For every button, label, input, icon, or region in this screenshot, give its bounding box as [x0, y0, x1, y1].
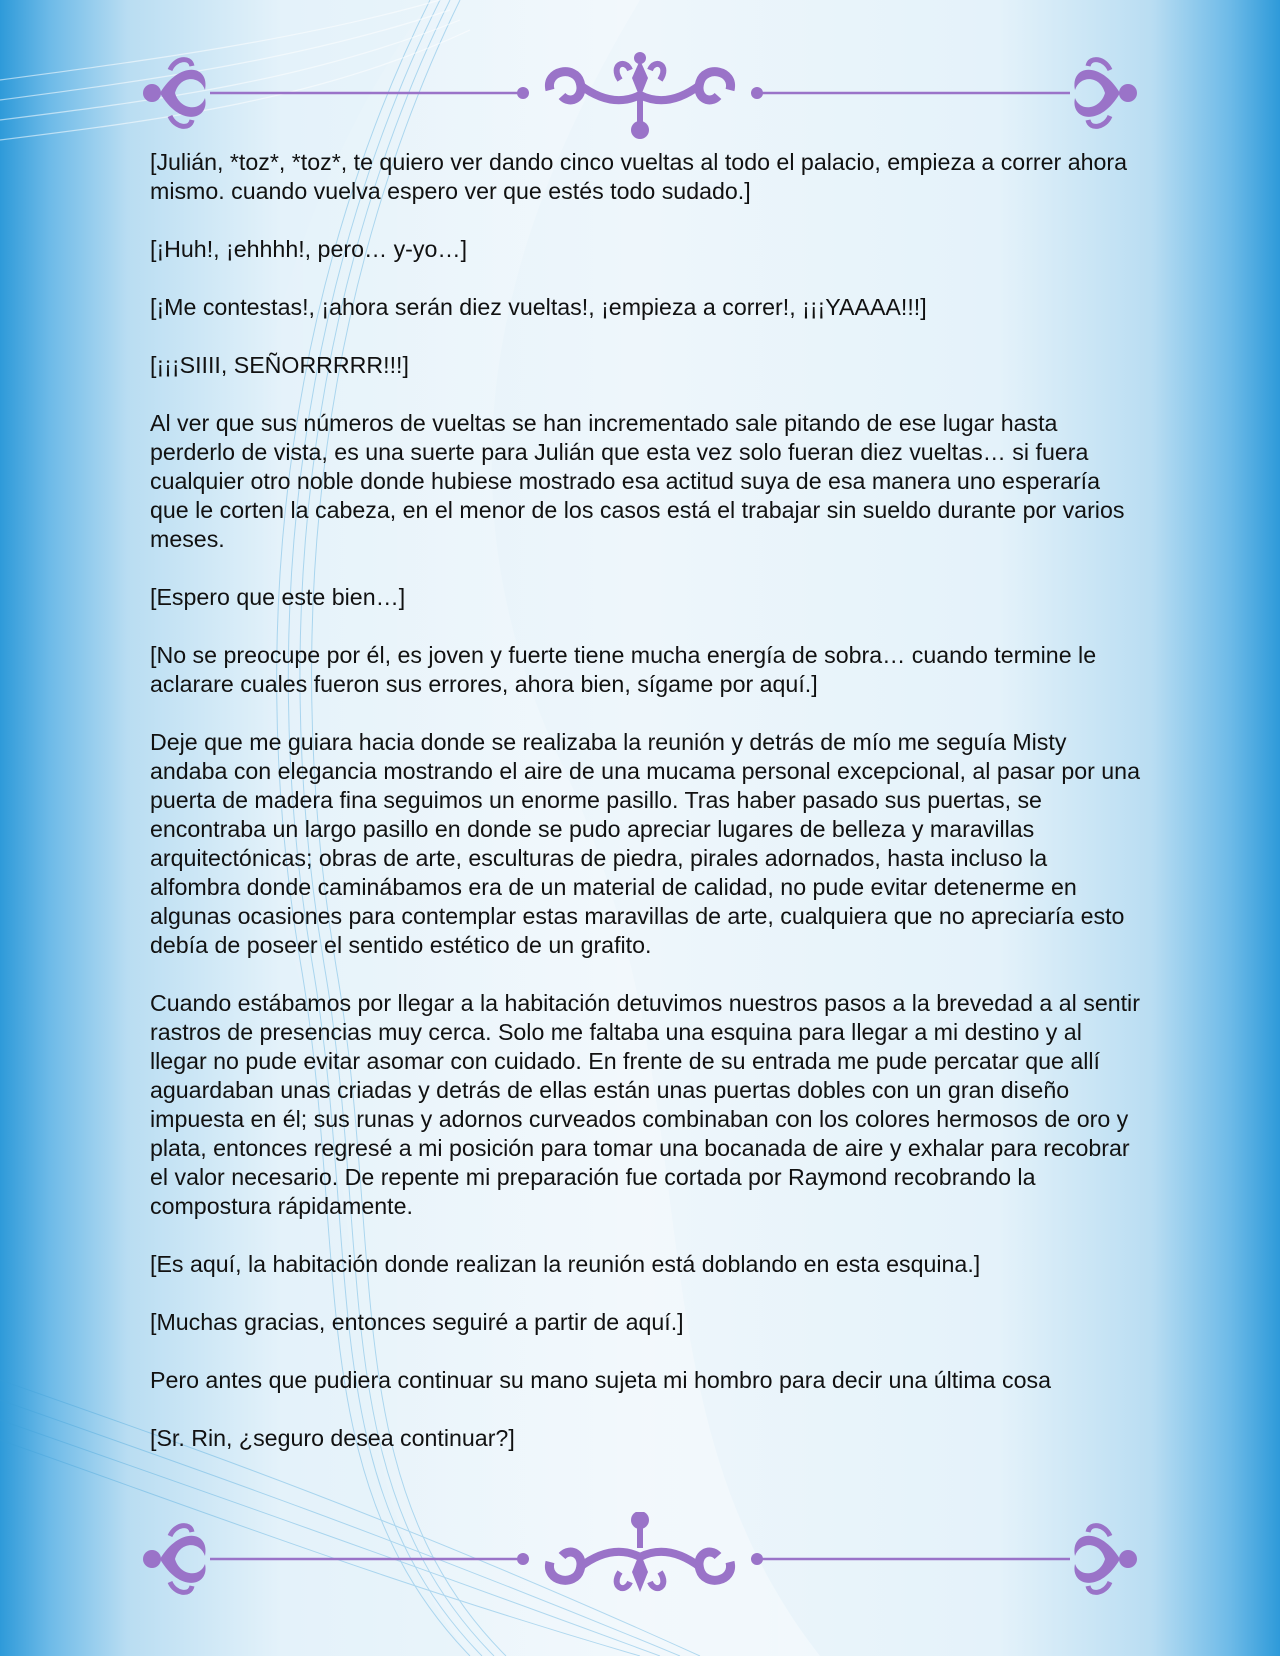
- paragraph: [¡¡¡SIIII, SEÑORRRRR!!!]: [150, 352, 409, 378]
- top-ornament: [130, 50, 1150, 140]
- paragraph: [Es aquí, la habitación donde realizan la reunión está doblando en esta esquina.]: [150, 1251, 981, 1277]
- paragraph: Deje que me guiara hacia donde se realizaba la reunión y detrás de mío me seguía Misty andaba con elegancia mostrando el aire de una mucama personal excepcional, al pasar por una puerta de madera fina seguimos un enorme pasillo. Tras haber pasado sus puertas, se encontraba un largo pasillo en donde se pudo apreciar lugares de belleza y maravillas arquitectónicas; obras de arte, esculturas de piedra, pirales adornados, hasta incluso la alfombra donde caminábamos era de un material de calidad, no pude evitar detenerme en algunas ocasiones para contemplar estas maravillas de arte, cualquiera que no apreciaría esto debía de poseer el sentido estético de un grafito.: [150, 729, 1140, 958]
- bottom-ornament: [130, 1512, 1150, 1602]
- paragraph: [Espero que este bien…]: [150, 584, 406, 610]
- paragraph: Pero antes que pudiera continuar su mano sujeta mi hombro para decir una última cosa: [150, 1367, 1051, 1393]
- paragraph: Al ver que sus números de vueltas se han incrementado sale pitando de ese lugar hasta perderlo de vista, es una suerte para Julián que esta vez solo fueran diez vueltas… si fuera cualquier otro noble donde hubiese mostrado esa actitud suya de esa manera uno esperaría que le corten la cabeza, en el menor de los casos está el trabajar sin sueldo durante por varios meses.: [150, 410, 1125, 552]
- paragraph: [No se preocupe por él, es joven y fuerte tiene mucha energía de sobra… cuando termine le aclarare cuales fueron sus errores, ahora bien, sígame por aquí.]: [150, 642, 1097, 697]
- paragraph: [Muchas gracias, entonces seguiré a partir de aquí.]: [150, 1309, 684, 1335]
- paragraph: [¡Me contestas!, ¡ahora serán diez vueltas!, ¡empieza a correr!, ¡¡¡YAAAA!!!]: [150, 294, 927, 320]
- paragraph: [Julián, *toz*, *toz*, te quiero ver dando cinco vueltas al todo el palacio, empieza a correr ahora mismo. cuando vuelva espero ver que estés todo sudado.]: [150, 149, 1128, 204]
- paragraph: [Sr. Rin, ¿seguro desea continuar?]: [150, 1425, 515, 1451]
- paragraph: [¡Huh!, ¡ehhhh!, pero… y-yo…]: [150, 236, 468, 262]
- paragraph: Cuando estábamos por llegar a la habitación detuvimos nuestros pasos a la brevedad a al sentir rastros de presencias muy cerca. Solo me faltaba una esquina para llegar a mi destino y al llegar no pude evitar asomar con cuidado. En frente de su entrada me pude percatar que allí aguardaban unas criadas y detrás de ellas están unas puertas dobles con un gran diseño impuesta en él; sus runas y adornos curveados combinaban con los colores hermosos de oro y plata, entonces regresé a mi posición para tomar una bocanada de aire y exhalar para recobrar el valor necesario. De repente mi preparación fue cortada por Raymond recobrando la compostura rápidamente.: [150, 990, 1140, 1219]
- story-text: [150, 148, 1140, 1482]
